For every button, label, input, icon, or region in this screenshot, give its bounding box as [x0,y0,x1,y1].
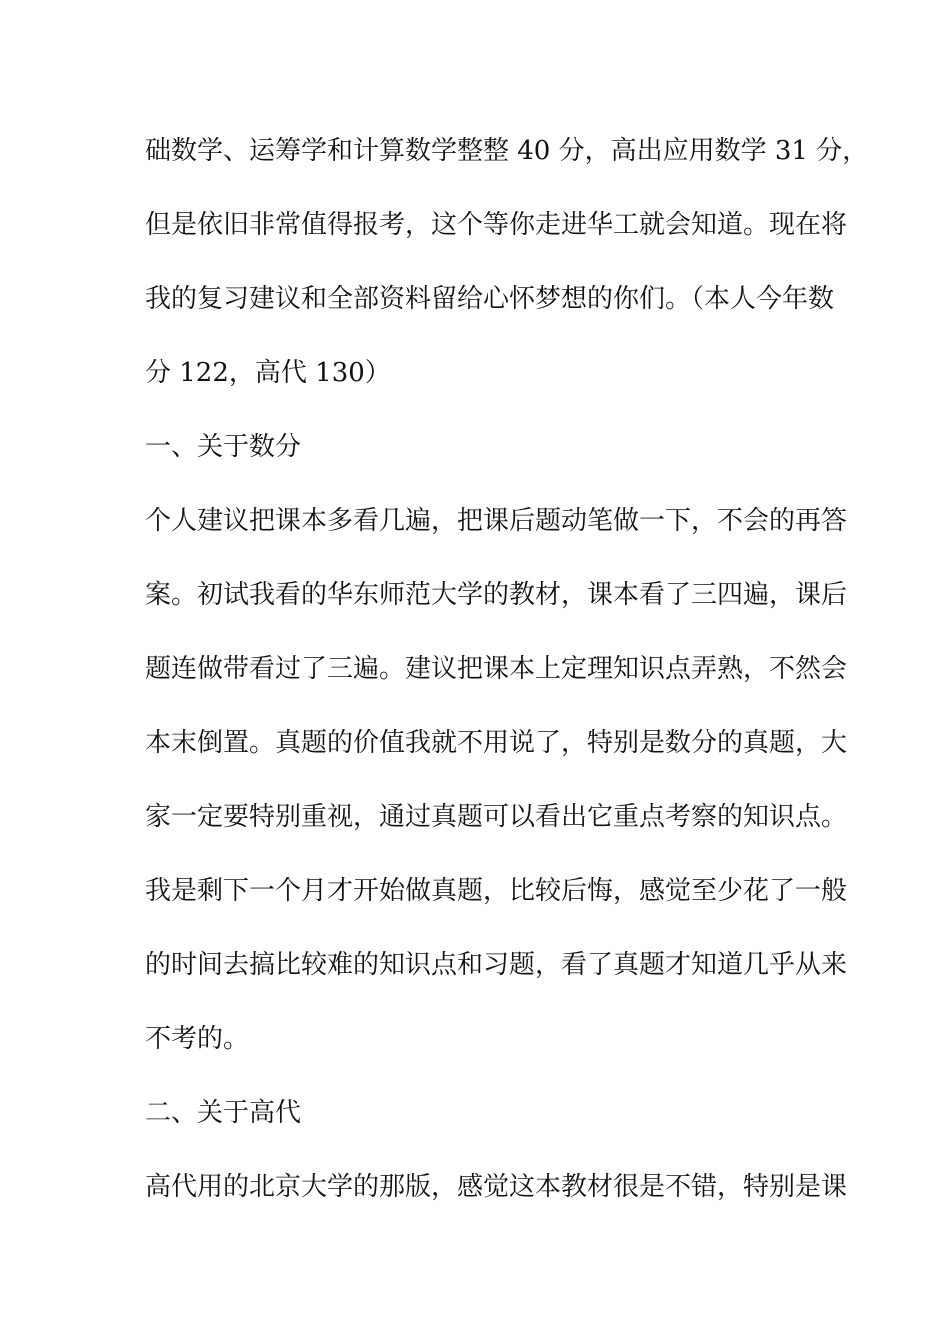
paragraph-line-11: 的时间去搞比较难的知识点和习题，看了真题才知道几乎从来 [145,950,848,980]
paragraph-line-10: 我是剩下一个月才开始做真题，比较后悔，感觉至少花了一般 [145,876,848,906]
paragraph-line-3: 我的复习建议和全部资料留给心怀梦想的你们。（本人今年数 [145,284,835,314]
paragraph-line-7: 题连做带看过了三遍。建议把课本上定理知识点弄熟，不然会 [145,654,848,684]
document-body [145,127,869,1237]
section-heading-gaodai: 二、关于高代 [145,1098,302,1128]
paragraph-line-13: 高代用的北京大学的那版，感觉这本教材很是不错，特别是课 [145,1172,848,1202]
section-heading-shufen: 一、关于数分 [145,432,302,462]
paragraph-line-2: 但是依旧非常值得报考，这个等你走进华工就会知道。现在将 [145,210,848,240]
paragraph-line-4: 分 122，高代 130） [145,358,391,388]
paragraph-line-6: 案。初试我看的华东师范大学的教材，课本看了三四遍，课后 [145,580,848,610]
paragraph-line-8: 本末倒置。真题的价值我就不用说了，特别是数分的真题，大 [145,728,848,758]
paragraph-line-5: 个人建议把课本多看几遍，把课后题动笔做一下，不会的再答 [145,506,848,536]
paragraph-line-9: 家一定要特别重视，通过真题可以看出它重点考察的知识点。 [145,802,848,832]
paragraph-line-12: 不考的。 [145,1024,250,1054]
paragraph-line-1: 础数学、运筹学和计算数学整整 40 分，高出应用数学 31 分， [145,136,869,166]
